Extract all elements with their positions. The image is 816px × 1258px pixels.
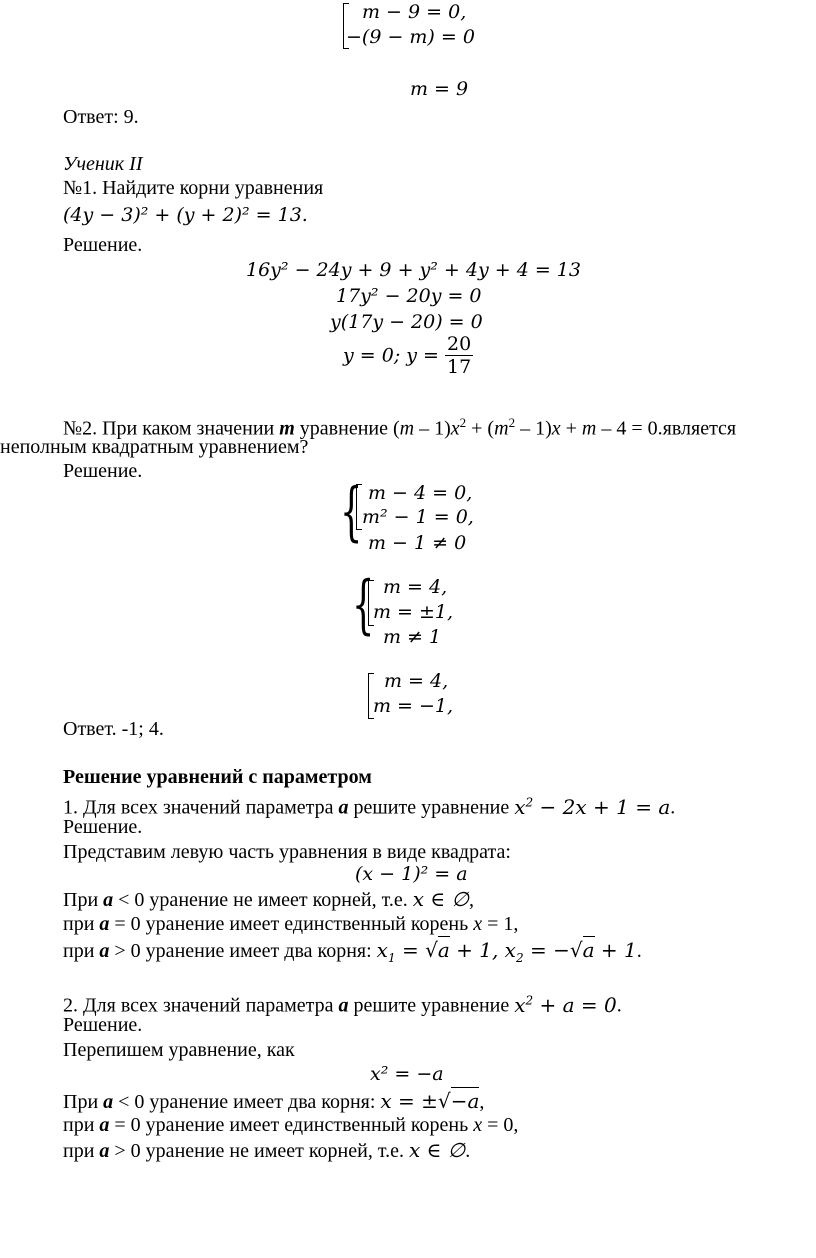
system-line: m = 4, [384, 670, 449, 692]
system-line: m ≠ 1 [383, 626, 442, 648]
answer: Ответ. -1; 4. [63, 718, 164, 740]
case-line: при a = 0 уранение имеет единственный корень x = 0, [63, 1114, 519, 1136]
system-line: m − 4 = 0, [368, 482, 473, 504]
system-line: m² − 1 = 0, [362, 506, 474, 528]
formula: x² = −a [370, 1063, 444, 1085]
fraction-denominator: 17 [447, 356, 472, 378]
solution-label: Решение. [63, 1014, 143, 1036]
formula: (x − 1)² = a [355, 863, 468, 885]
section-heading: Решение уравнений с параметром [63, 766, 372, 788]
system-line: m − 9 = 0, [362, 1, 467, 23]
answer: Ответ: 9. [63, 106, 139, 128]
system-line: m − 1 ≠ 0 [368, 532, 467, 554]
fraction [445, 333, 473, 378]
solution-intro: Перепишем уравнение, как [63, 1039, 295, 1061]
solution-label: Решение. [63, 460, 143, 482]
system-line: m = ±1, [373, 601, 454, 623]
result-line: m = 9 [410, 78, 469, 100]
solution-step: y(17y − 20) = 0 [330, 311, 483, 333]
param-task: 1. Для всех значений параметра a решите уравнение $x^2 - 2x + 1 = a$. [63, 794, 676, 819]
task-equation: (4y − 3)² + (y + 2)² = 13. [63, 204, 308, 226]
brace-icon: { [352, 568, 375, 642]
solution-step: 16y² − 24y + 9 + y² + 4y + 4 = 13 [246, 259, 581, 281]
student-heading: Ученик II [63, 153, 143, 175]
brace-icon: { [340, 475, 363, 549]
system-line: m = 4, [383, 576, 448, 598]
case-line: при a > 0 уранение не имеет корней, т.е. x ∈ ∅. [63, 1138, 471, 1162]
fraction-numerator: 20 [447, 333, 472, 355]
solution-label: Решение. [63, 816, 143, 838]
solution-intro: Представим левую часть уравнения в виде квадрата: [63, 841, 511, 863]
solution-step [343, 333, 473, 378]
solution-step: 17y² − 20y = 0 [336, 285, 482, 307]
case-line: При a < 0 уранение не имеет корней, т.е. x ∈ ∅, [63, 887, 474, 911]
solution-label: Решение. [63, 234, 143, 256]
task2-line2: неполным квадратным уравнением? [0, 436, 309, 458]
case-line: При a < 0 уранение имеет два корня: x = ±√−a, [63, 1089, 485, 1113]
task2-line1: №2. При каком значении m уравнение $(m - 1)x^2 + (m^2 - 1)x + m - 4$ = 0.является [63, 415, 737, 440]
case-line: при a = 0 уранение имеет единственный корень x = 1, [63, 913, 519, 935]
case-line: при a > 0 уранение имеет два корня: $x_1 = √a + 1$, $x_2 = -√a + 1$. [63, 938, 642, 965]
system-line: −(9 − m) = 0 [346, 26, 475, 48]
step-prefix: y = 0; y = [343, 344, 439, 367]
param-task: 2. Для всех значений параметра a решите уравнение $x^2 + a = 0$. [63, 992, 622, 1017]
system-line: m = −1, [373, 695, 454, 717]
task-title: №1. Найдите корни уравнения [63, 177, 324, 199]
